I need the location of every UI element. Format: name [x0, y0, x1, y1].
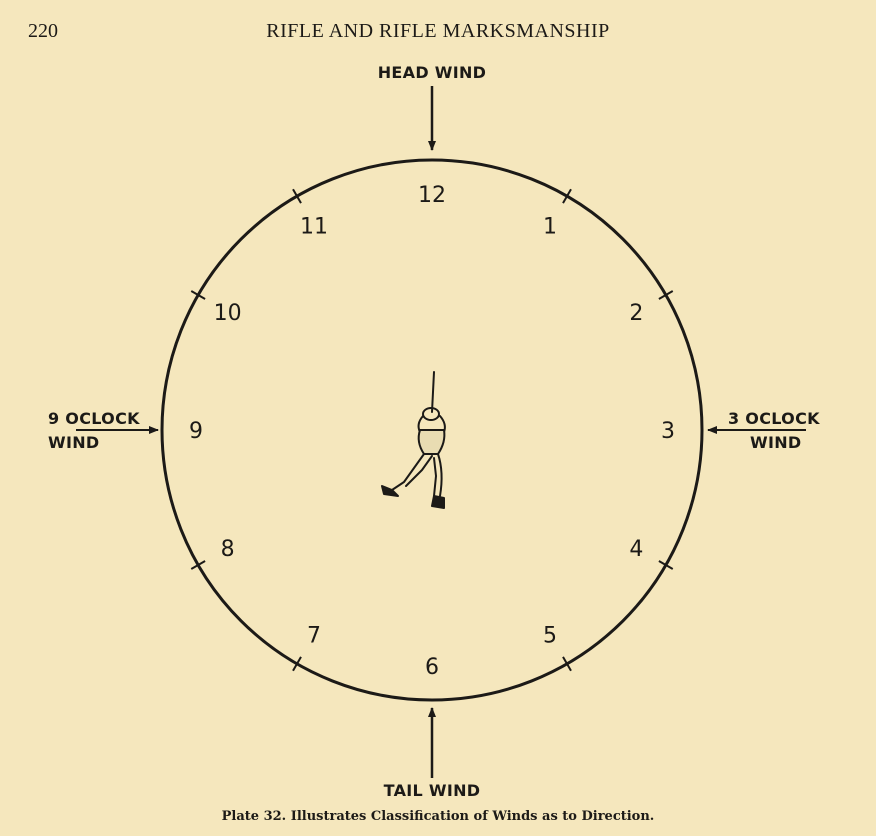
three-oclock-line1: 3 OCLOCK — [728, 409, 820, 428]
nine-oclock-line2: WIND — [48, 433, 100, 452]
rifleman-figure — [382, 372, 445, 508]
head-wind-label: HEAD WIND — [377, 63, 487, 82]
hour-number-10: 10 — [213, 301, 242, 326]
three-oclock-wind-label — [728, 410, 820, 452]
hour-number-1: 1 — [543, 214, 557, 240]
hour-number-5: 5 — [543, 623, 557, 649]
hour-number-2: 2 — [629, 301, 644, 326]
hour-number-4: 4 — [629, 537, 644, 562]
nine-oclock-wind-label — [48, 410, 140, 452]
page-number: 220 — [28, 20, 58, 42]
running-head: RIFLE AND RIFLE MARKSMANSHIP — [266, 20, 610, 42]
hour-number-12: 12 — [418, 183, 446, 208]
hour-number-11: 11 — [300, 214, 328, 240]
hour-number-7: 7 — [307, 623, 321, 649]
three-oclock-line2: WIND — [750, 433, 802, 452]
hour-number-6: 6 — [425, 655, 439, 680]
hour-number-8: 8 — [220, 537, 235, 562]
hour-number-9: 9 — [189, 419, 203, 444]
nine-oclock-line1: 9 OCLOCK — [48, 409, 140, 428]
hour-number-3: 3 — [661, 419, 675, 444]
plate-caption: Plate 32. Illustrates Classification of Winds as to Direction. — [221, 809, 655, 824]
tail-wind-label: TAIL WIND — [383, 781, 481, 800]
